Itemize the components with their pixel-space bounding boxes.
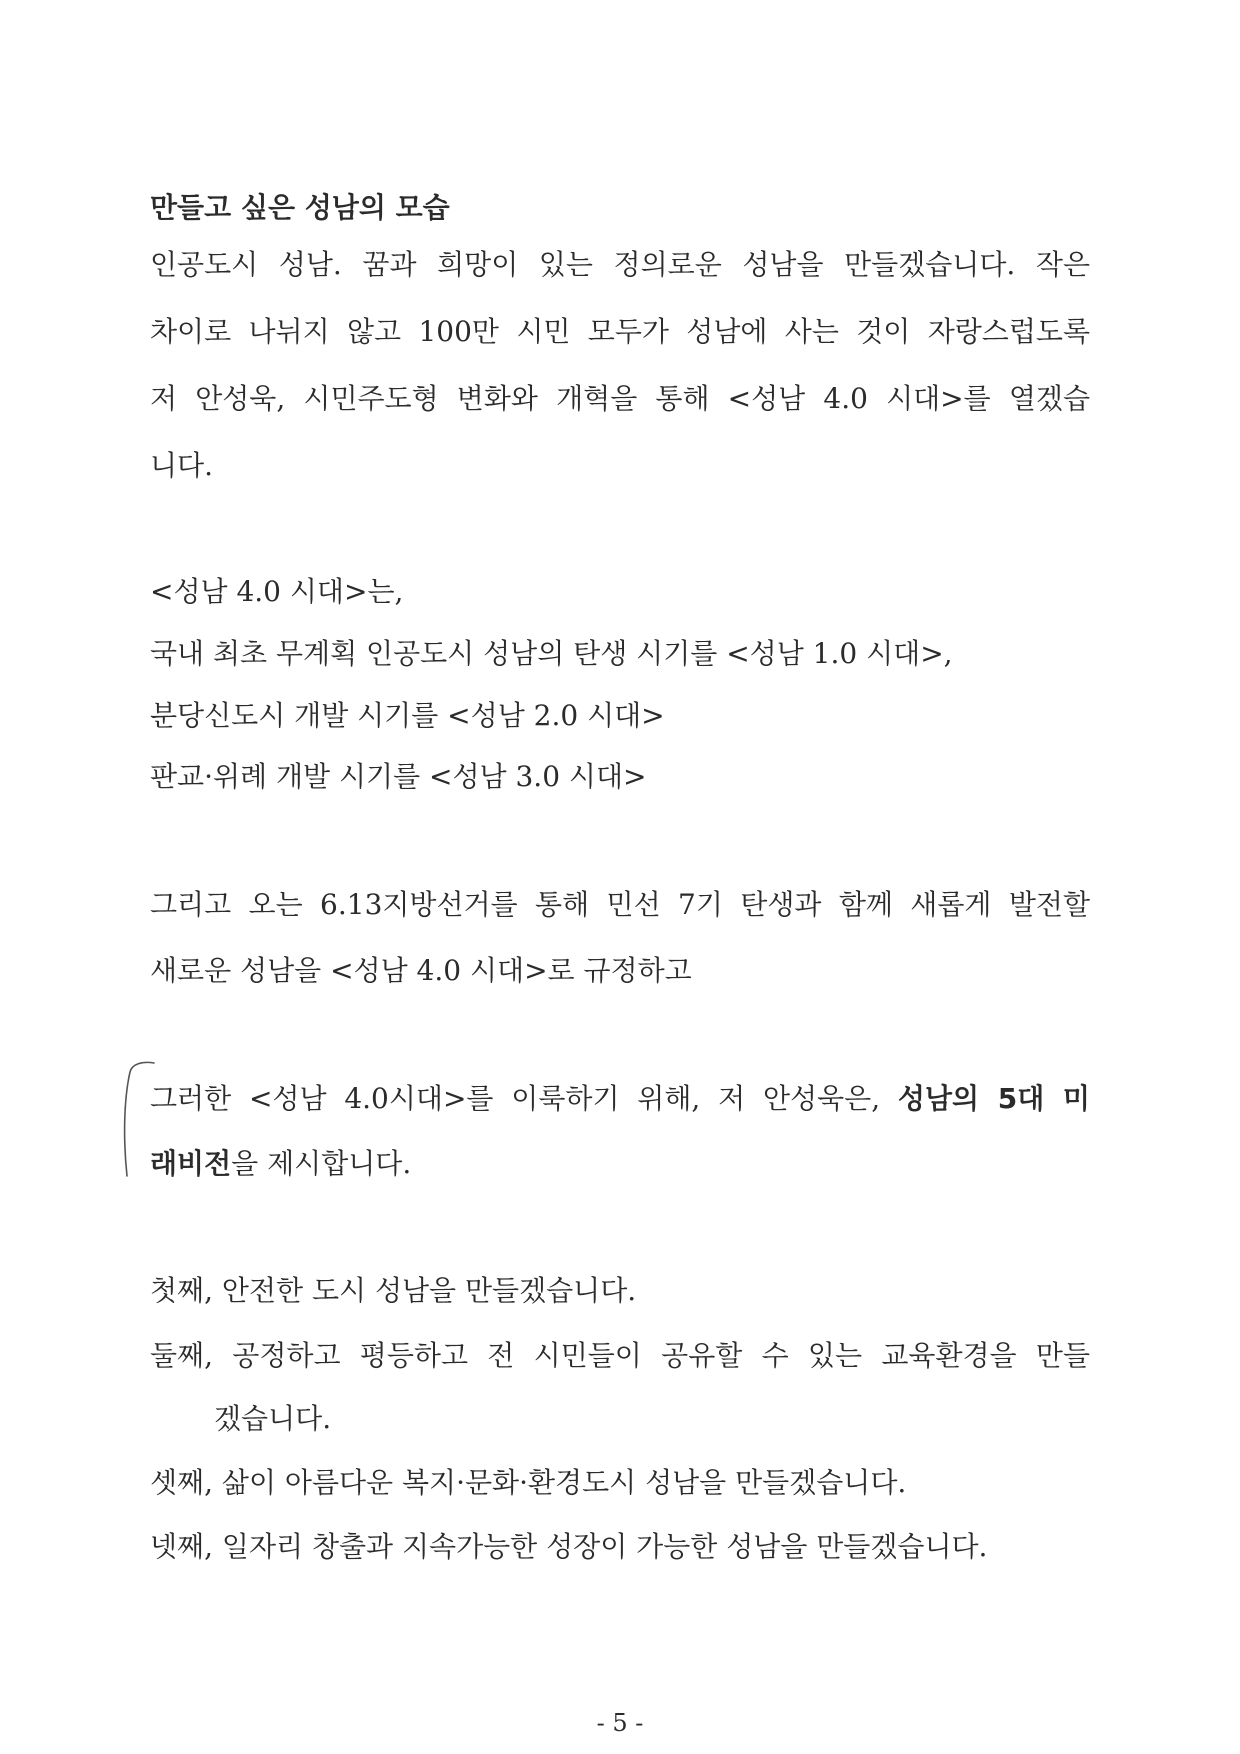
pledge-second-line-1: 둘째, 공정하고 평등하고 전 시민들이 공유할 수 있는 교육환경을 만들 — [150, 1339, 1090, 1372]
definition-line-2: 새로운 성남을 <성남 4.0 시대>로 규정하고 — [150, 954, 692, 987]
pledge-third: 셋째, 삶이 아름다운 복지·문화·환경도시 성남을 만들겠습니다. — [150, 1466, 907, 1499]
eras-lead: <성남 4.0 시대>는, — [150, 575, 404, 608]
section-heading: 만들고 싶은 성남의 모습 — [150, 191, 450, 224]
intro-line-3: 저 안성욱, 시민주도형 변화와 개혁을 통해 <성남 4.0 시대>를 열겠습 — [150, 382, 1090, 415]
intro-line-1: 인공도시 성남. 꿈과 희망이 있는 정의로운 성남을 만들겠습니다. 작은 — [150, 248, 1090, 281]
intro-line-2: 차이로 나뉘지 않고 100만 시민 모두가 성남에 사는 것이 자랑스럽도록 — [150, 315, 1090, 348]
vision-line-2 — [150, 1144, 411, 1184]
era-item-3: 판교·위례 개발 시기를 <성남 3.0 시대> — [150, 760, 647, 793]
era-item-2: 분당신도시 개발 시기를 <성남 2.0 시대> — [150, 699, 665, 732]
vision-line-2-bold: 래비전 — [150, 1147, 232, 1180]
pledge-fourth: 넷째, 일자리 창출과 지속가능한 성장이 가능한 성남을 만들겠습니다. — [150, 1530, 988, 1563]
pledge-first: 첫째, 안전한 도시 성남을 만들겠습니다. — [150, 1274, 637, 1307]
vision-line-1-bold: 성남의 5대 미 — [897, 1082, 1090, 1115]
vision-line-2-text: 을 제시합니다. — [231, 1147, 412, 1180]
definition-line-1: 그리고 오는 6.13지방선거를 통해 민선 7기 탄생과 함께 새롭게 발전할 — [150, 888, 1090, 921]
page-number: - 5 - — [596, 1709, 644, 1737]
era-item-1: 국내 최초 무계획 인공도시 성남의 탄생 시기를 <성남 1.0 시대>, — [150, 637, 953, 670]
vision-line-1 — [150, 1079, 1090, 1119]
vision-line-1-text: 그러한 <성남 4.0시대>를 이룩하기 위해, 저 안성욱은, — [150, 1082, 898, 1115]
pledge-second-line-2: 겠습니다. — [214, 1402, 332, 1435]
intro-line-4: 니다. — [150, 449, 213, 482]
